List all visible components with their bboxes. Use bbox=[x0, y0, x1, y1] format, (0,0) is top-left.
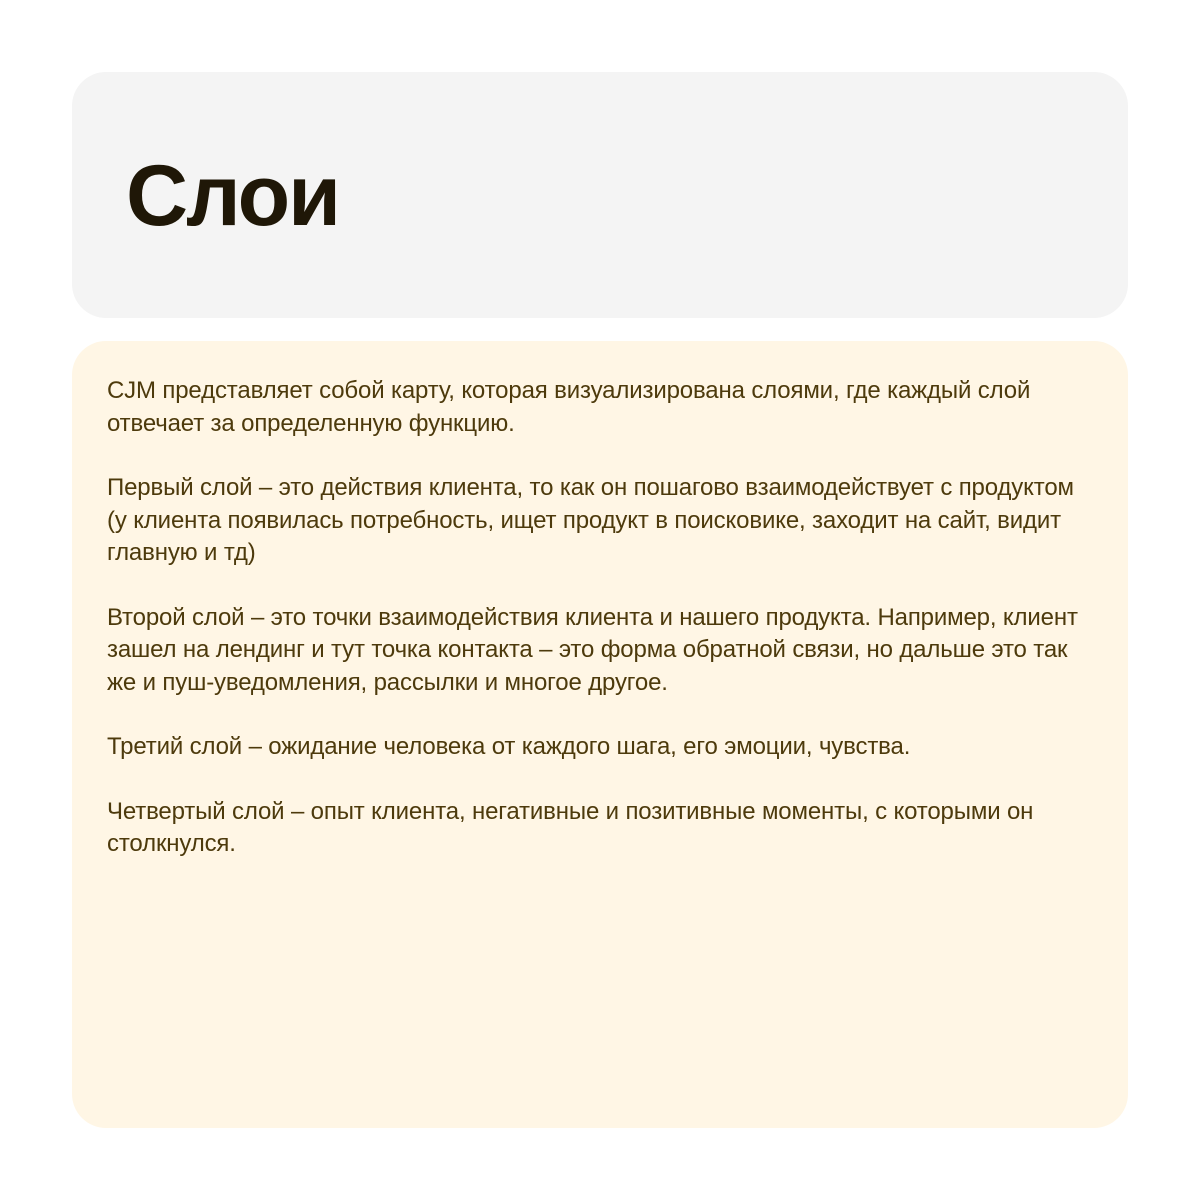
content-card bbox=[72, 341, 1128, 1128]
title-card bbox=[72, 72, 1128, 318]
paragraph-layer-1: Первый слой – это действия клиента, то как он пошагово взаимодействует с продуктом (у клиента появилась потребность, ищет продукт в поисковике, заходит на сайт, видит главную и тд) bbox=[107, 474, 1074, 566]
paragraph-intro: CJM представляет собой карту, которая визуализирована слоями, где каждый слой отвечает за определенную функцию. bbox=[107, 377, 1031, 437]
paragraph-layer-4: Четвертый слой – опыт клиента, негативные и позитивные моменты, с которыми он столкнулся. bbox=[107, 797, 1034, 857]
paragraph-layer-2: Второй слой – это точки взаимодействия клиента и нашего продукта. Например, клиент зашел на лендинг и тут точка контакта – это форма обратной связи, но дальше это так же и пуш-уведомления, рассылки и многое другое. bbox=[107, 603, 1078, 696]
page-title: Слои bbox=[126, 148, 340, 244]
paragraph-layer-3: Третий слой – ожидание человека от каждого шага, его эмоции, чувства. bbox=[107, 733, 911, 760]
